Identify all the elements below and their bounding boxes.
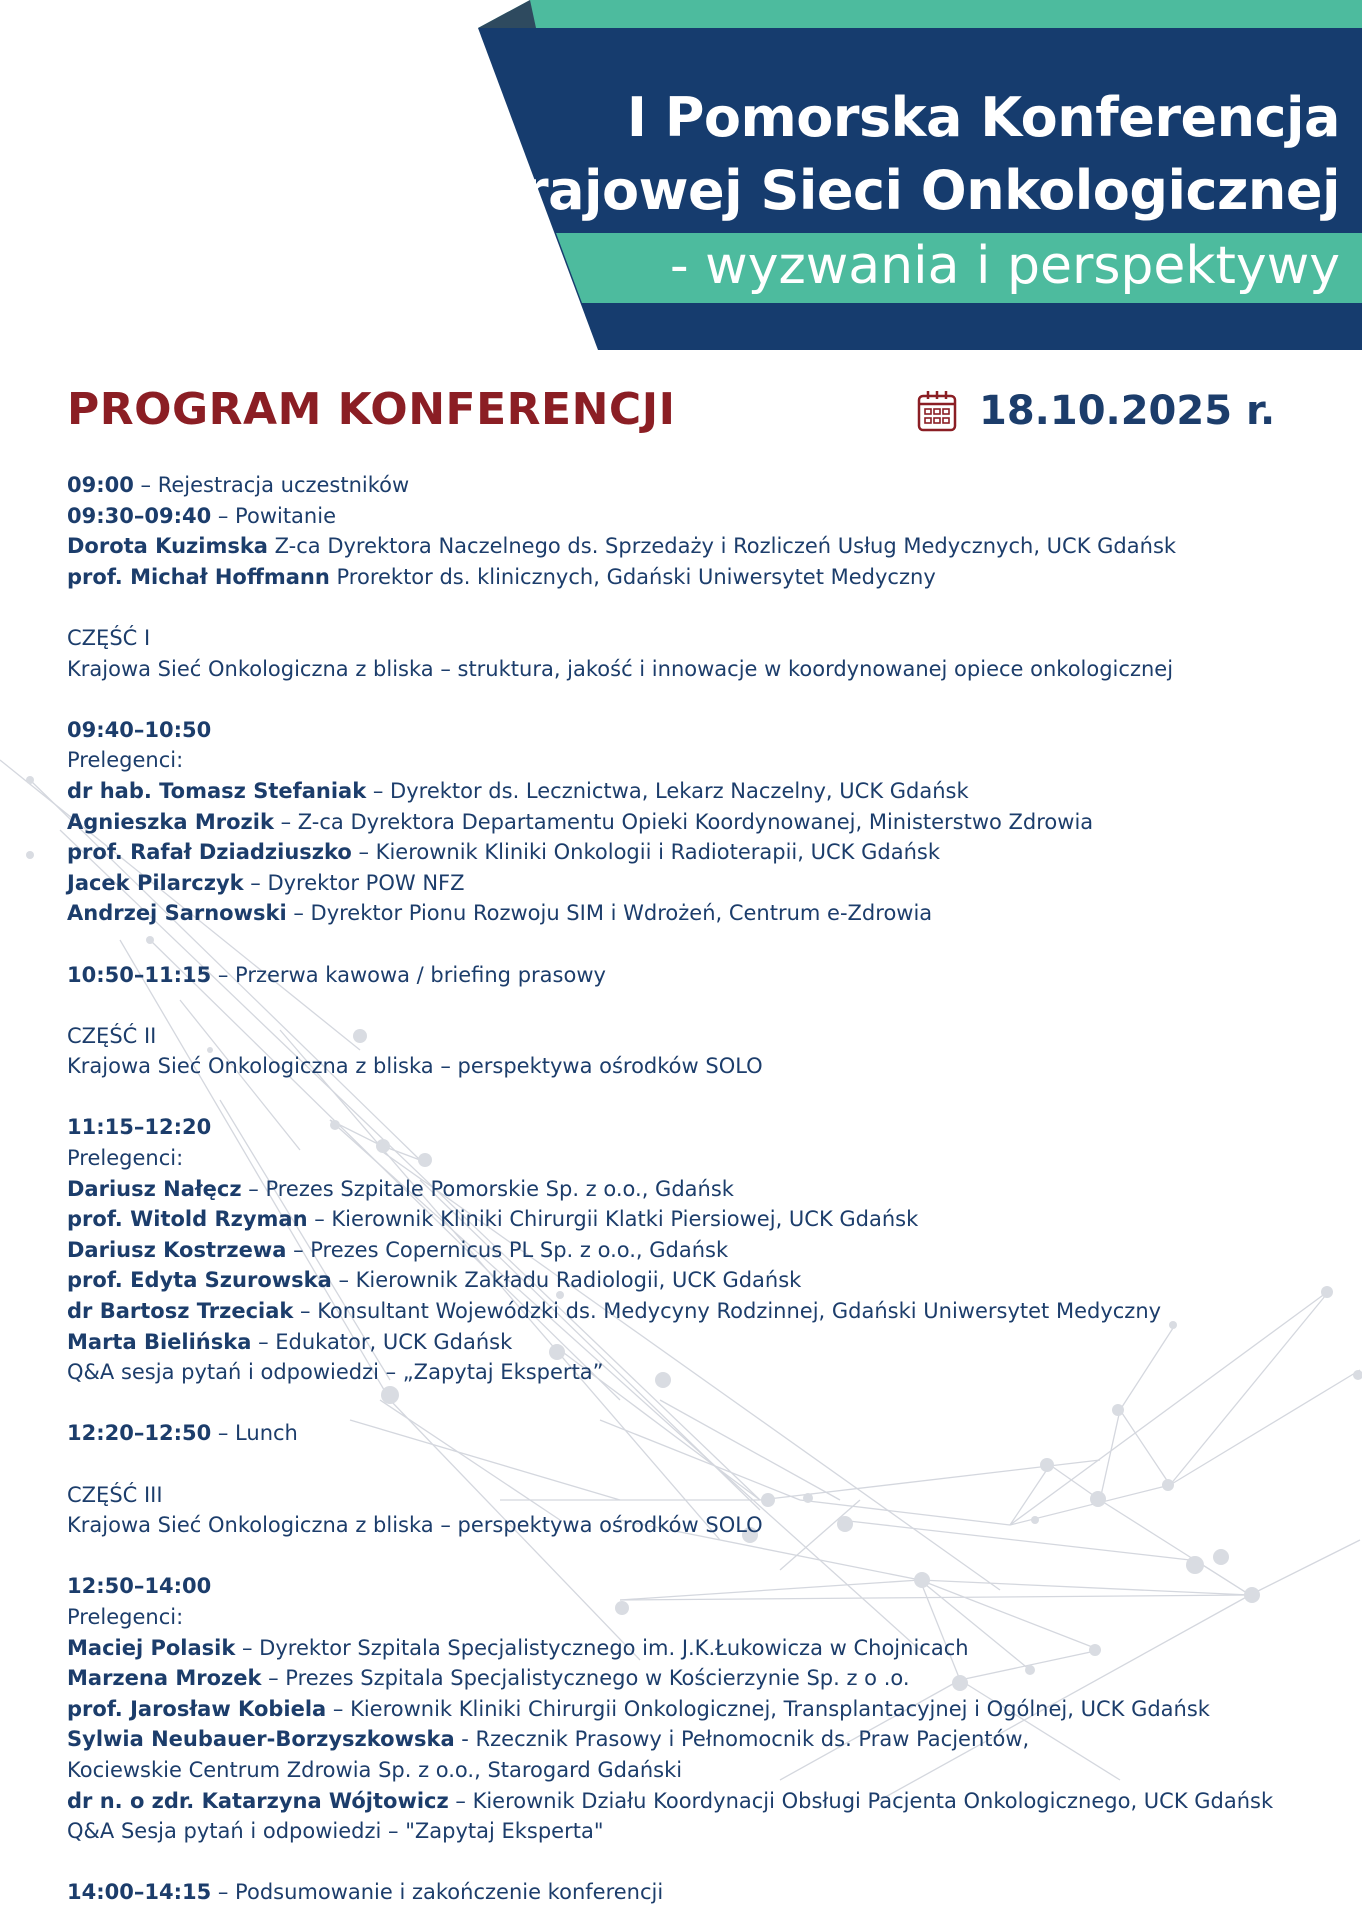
agenda-line (67, 531, 1337, 562)
agenda-line (67, 868, 1337, 899)
agenda-line (67, 776, 1337, 807)
agenda-line (67, 1204, 1337, 1235)
agenda-line (67, 1174, 1337, 1205)
agenda-line-text: – Prezes Copernicus PL Sp. z o.o., Gdańsk (286, 1237, 729, 1262)
spacer (67, 1449, 1337, 1480)
calendar-icon (917, 390, 957, 432)
agenda-line-text: – Z-ca Dyrektora Departamentu Opieki Koordynowanej, Ministerstwo Zdrowia (273, 809, 1094, 834)
agenda-line-emphasis: prof. Rafał Dziadziuszko (67, 840, 352, 865)
conference-title-line-2: Krajowej Sieci Onkologicznej (480, 159, 1340, 222)
agenda-line (67, 470, 1337, 501)
agenda-line-emphasis: Agnieszka Mrozik (67, 809, 274, 834)
agenda-line (67, 1816, 1337, 1847)
agenda-line (67, 1265, 1337, 1296)
agenda-line-emphasis: 09:00 (67, 473, 134, 497)
agenda-line-emphasis: Dariusz Nałęcz (67, 1176, 242, 1201)
agenda-line-text: – Prezes Szpitala Specjalistycznego w Kościerzynie Sp. z o .o. (261, 1666, 910, 1691)
event-date (917, 388, 1275, 434)
agenda-line-text: – Przerwa kawowa / briefing prasowy (211, 962, 606, 987)
agenda-line (67, 1877, 1337, 1908)
agenda-line-text: – Kierownik Kliniki Chirurgii Klatki Piersiowej, UCK Gdańsk (307, 1207, 919, 1232)
agenda-line-text: – Lunch (211, 1421, 298, 1446)
agenda-line (67, 1143, 1337, 1174)
agenda-line-text: Z-ca Dyrektora Naczelnego ds. Sprzedaży i Rozliczeń Usług Medycznych, UCK Gdańsk (267, 534, 1177, 559)
agenda-line (67, 1755, 1337, 1786)
agenda (67, 470, 1337, 1908)
program-title: PROGRAM KONFERENCJI (67, 384, 676, 435)
agenda-line-text: Q&A sesja pytań i odpowiedzi – „Zapytaj Eksperta” (67, 1360, 604, 1385)
agenda-line-emphasis: prof. Edyta Szurowska (67, 1268, 332, 1293)
agenda-line-text: Krajowa Sieć Onkologiczna z bliska – struktura, jakość i innowacje w koordynowanej opiece onkologicznej (67, 656, 1174, 681)
spacer (67, 684, 1337, 715)
spacer (67, 1388, 1337, 1419)
agenda-line-text: - Rzecznik Prasowy i Pełnomocnik ds. Praw Pacjentów, (454, 1727, 1030, 1752)
agenda-line (67, 1235, 1337, 1266)
agenda-line-emphasis: prof. Michał Hoffmann (67, 564, 330, 589)
agenda-line-emphasis: 09:30–09:40 (67, 503, 212, 528)
agenda-line-emphasis: 10:50–11:15 (67, 962, 212, 987)
agenda-line-text: Prelegenci: (67, 1146, 184, 1171)
agenda-line-text: CZĘŚĆ III (67, 1482, 163, 1507)
agenda-line-text: – Podsumowanie i zakończenie konferencji (211, 1880, 664, 1905)
agenda-line-emphasis: Marzena Mrozek (67, 1666, 262, 1691)
agenda-line (67, 1418, 1337, 1449)
agenda-line-emphasis: Maciej Polasik (67, 1635, 236, 1660)
agenda-line-emphasis: dr hab. Tomasz Stefaniak (67, 778, 367, 803)
agenda-line (67, 1051, 1337, 1082)
date-text: 18.10.2025 r. (979, 388, 1276, 434)
agenda-line (67, 745, 1337, 776)
agenda-line (67, 837, 1337, 868)
agenda-line-emphasis: Andrzej Sarnowski (67, 901, 287, 926)
agenda-line-text: – Dyrektor Pionu Rozwoju SIM i Wdrożeń, Centrum e-Zdrowia (286, 901, 933, 926)
agenda-line-text: – Powitanie (211, 503, 336, 528)
agenda-line-emphasis: 12:50–14:00 (67, 1574, 212, 1599)
agenda-line-text: Prorektor ds. klinicznych, Gdański Uniwersytet Medyczny (329, 564, 936, 589)
agenda-line (67, 1510, 1337, 1541)
agenda-line-text: – Dyrektor POW NFZ (243, 870, 465, 895)
agenda-line (67, 1296, 1337, 1327)
agenda-line (67, 1480, 1337, 1511)
agenda-line-text: CZĘŚĆ I (67, 625, 151, 650)
agenda-line (67, 501, 1337, 532)
agenda-line-emphasis: Sylwia Neubauer-Borzyszkowska (67, 1727, 455, 1752)
agenda-line (67, 1357, 1337, 1388)
agenda-line-text: CZĘŚĆ II (67, 1023, 157, 1048)
conference-title-line-1: I Pomorska Konferencja (626, 86, 1340, 149)
agenda-line (67, 1694, 1337, 1725)
agenda-line (67, 623, 1337, 654)
agenda-line-text: – Edukator, UCK Gdańsk (251, 1329, 513, 1354)
agenda-line-text: Prelegenci: (67, 748, 184, 773)
agenda-line (67, 562, 1337, 593)
agenda-line-text: – Kierownik Kliniki Onkologii i Radioterapii, UCK Gdańsk (351, 840, 940, 865)
agenda-line-text: – Rejestracja uczestników (133, 473, 410, 497)
spacer (67, 1541, 1337, 1572)
agenda-line-emphasis: 14:00–14:15 (67, 1880, 212, 1905)
agenda-line-emphasis: dr n. o zdr. Katarzyna Wójtowicz (67, 1788, 449, 1813)
agenda-line-emphasis: Marta Bielińska (67, 1329, 252, 1354)
agenda-line-emphasis: Dorota Kuzimska (67, 534, 268, 559)
agenda-line-emphasis: 11:15–12:20 (67, 1115, 212, 1140)
spacer (67, 592, 1337, 623)
agenda-line (67, 960, 1337, 991)
agenda-line (67, 1021, 1337, 1052)
agenda-line-text: Q&A Sesja pytań i odpowiedzi – "Zapytaj Eksperta" (67, 1819, 604, 1844)
agenda-line (67, 1327, 1337, 1358)
agenda-line (67, 1786, 1337, 1817)
agenda-line-text: Krajowa Sieć Onkologiczna z bliska – perspektywa ośrodków SOLO (67, 1054, 763, 1079)
agenda-line (67, 1663, 1337, 1694)
agenda-line-text: – Kierownik Zakładu Radiologii, UCK Gdańsk (331, 1268, 802, 1293)
agenda-line (67, 654, 1337, 685)
agenda-line-text: – Kierownik Kliniki Chirurgii Onkologicznej, Transplantacyjnej i Ogólnej, UCK Gdańsk (326, 1696, 1210, 1721)
agenda-line (67, 1571, 1337, 1602)
agenda-line-text: Prelegenci: (67, 1604, 184, 1629)
agenda-line-emphasis: 09:40–10:50 (67, 717, 212, 742)
agenda-line-text: – Prezes Szpitale Pomorskie Sp. z o.o., Gdańsk (241, 1176, 734, 1201)
agenda-line-text: – Konsultant Wojewódzki ds. Medycyny Rodzinnej, Gdański Uniwersytet Medyczny (293, 1299, 1162, 1324)
agenda-line (67, 1112, 1337, 1143)
agenda-line-emphasis: Jacek Pilarczyk (67, 870, 244, 895)
agenda-line-text: – Kierownik Działu Koordynacji Obsługi Pacjenta Onkologicznego, UCK Gdańsk (448, 1788, 1274, 1813)
agenda-line-emphasis: Dariusz Kostrzewa (67, 1237, 287, 1262)
spacer (67, 990, 1337, 1021)
spacer (67, 1847, 1337, 1878)
spacer (67, 1082, 1337, 1113)
agenda-line (67, 807, 1337, 838)
agenda-line-text: – Dyrektor Szpitala Specjalistycznego im. J.K.Łukowicza w Chojnicach (235, 1635, 969, 1660)
agenda-line-emphasis: dr Bartosz Trzeciak (67, 1299, 294, 1324)
agenda-line (67, 1724, 1337, 1755)
agenda-line-emphasis: prof. Jarosław Kobiela (67, 1696, 327, 1721)
agenda-line-text: Krajowa Sieć Onkologiczna z bliska – perspektywa ośrodków SOLO (67, 1513, 763, 1538)
agenda-line-text: Kociewskie Centrum Zdrowia Sp. z o.o., Starogard Gdański (67, 1757, 683, 1782)
agenda-line-text: – Dyrektor ds. Lecznictwa, Lekarz Naczelny, UCK Gdańsk (366, 778, 969, 803)
conference-subtitle: - wyzwania i perspektywy (669, 236, 1340, 296)
agenda-line-emphasis: prof. Witold Rzyman (67, 1207, 308, 1232)
agenda-line-emphasis: 12:20–12:50 (67, 1421, 212, 1446)
agenda-line (67, 715, 1337, 746)
agenda-line (67, 1602, 1337, 1633)
agenda-line (67, 1633, 1337, 1664)
agenda-line (67, 898, 1337, 929)
spacer (67, 929, 1337, 960)
